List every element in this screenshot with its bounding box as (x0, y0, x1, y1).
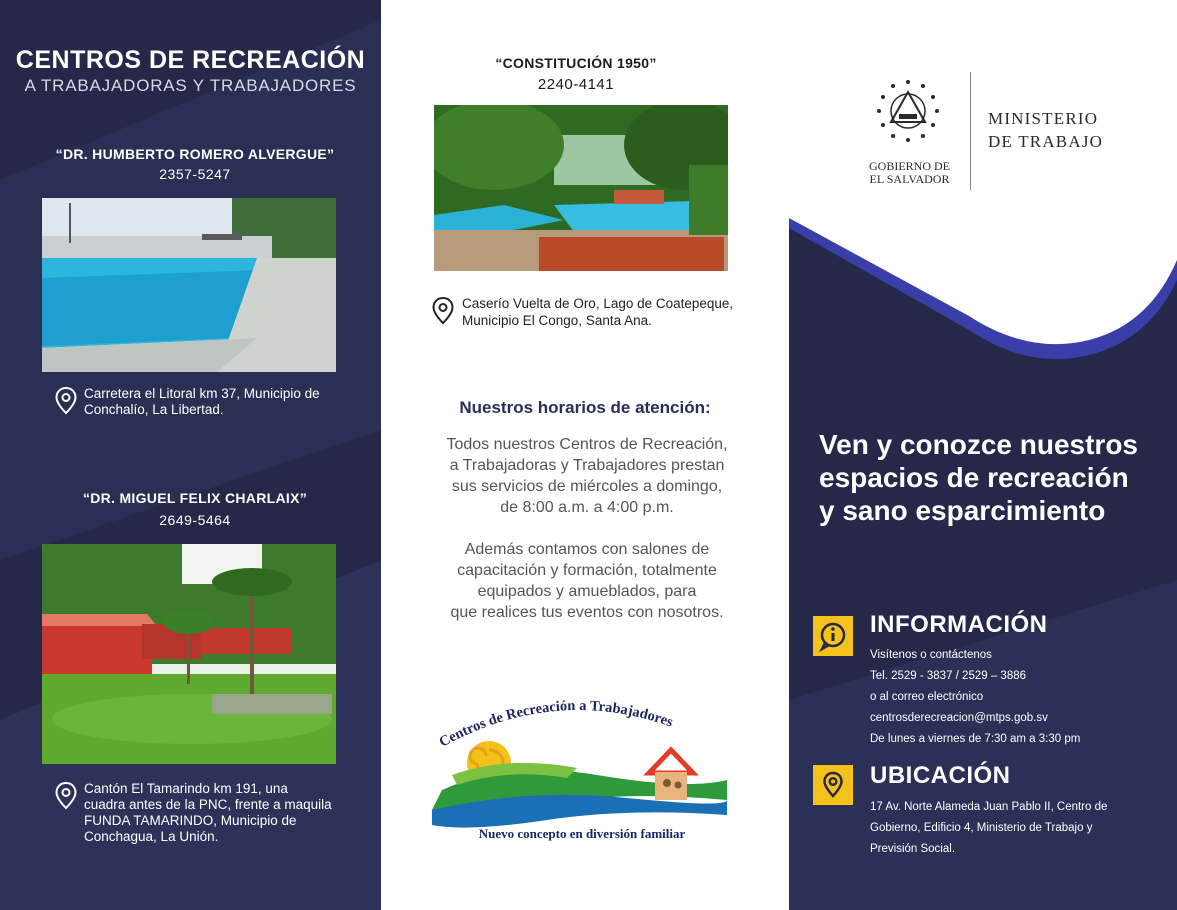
logo-tagline: Nuevo concepto en diversión familiar (478, 826, 686, 841)
center-phone: 2357-5247 (159, 166, 231, 182)
info-line: o al correo electrónico (870, 691, 984, 703)
cabins-photo (42, 544, 336, 764)
background-shapes (0, 0, 381, 910)
info-icon (813, 616, 853, 656)
brochure-subtitle: A TRABAJADORAS Y TRABAJADORES (24, 76, 357, 95)
tagline-line: espacios de recreación (819, 462, 1129, 493)
lake-pool-photo (434, 105, 728, 271)
location-pin-icon (55, 387, 77, 415)
address-line: Conchagua, La Unión. (84, 829, 219, 844)
text-line: equipados y amueblados, para (477, 583, 697, 600)
text-line: Todos nuestros Centros de Recreación, (446, 436, 728, 453)
text-line: capacitación y formación, totalmente (457, 562, 717, 579)
address-line: Carretera el Litoral km 37, Municipio de (84, 386, 320, 401)
address-line: Municipio El Congo, Santa Ana. (462, 313, 652, 328)
text-line: Además contamos con salones de (464, 541, 710, 558)
ministry-line: DE TRABAJO (988, 132, 1104, 151)
text-line: que realices tus eventos con nosotros. (450, 604, 724, 621)
info-title: INFORMACIÓN (870, 611, 1048, 638)
divider (970, 72, 971, 190)
middle-panel (381, 0, 789, 910)
info-line: Visítenos o contáctenos (870, 649, 992, 661)
logo-arc-text: Centros de Recreación a Trabajadores (436, 697, 676, 751)
center-name: “DR. MIGUEL FELIX CHARLAIX” (82, 490, 308, 506)
hours-paragraph (401, 434, 773, 518)
address-line: FUNDA TAMARINDO, Municipio de (84, 813, 297, 828)
text-line: a Trabajadoras y Trabajadores prestan (449, 457, 725, 474)
location-pin-icon (432, 297, 454, 325)
ministry-name (988, 107, 1103, 153)
gov-line: EL SALVADOR (869, 172, 950, 186)
coat-of-arms-icon (875, 78, 941, 144)
center-address (84, 386, 320, 418)
recreation-centers-logo (427, 680, 737, 850)
rooms-paragraph (401, 539, 773, 623)
text-line: de 8:00 a.m. a 4:00 p.m. (500, 499, 674, 516)
text-line: sus servicios de miércoles a domingo, (451, 478, 723, 495)
address-line: Conchalío, La Libertad. (84, 402, 224, 417)
government-label (867, 160, 952, 186)
location-pin-icon (55, 782, 77, 810)
center-address (462, 295, 733, 329)
location-icon (813, 765, 853, 805)
pool-photo (42, 198, 336, 372)
tagline (819, 428, 1169, 527)
tagline-line: Ven y conozce nuestros (819, 429, 1138, 460)
gov-line: GOBIERNO DE (869, 159, 950, 173)
center-name: “DR. HUMBERTO ROMERO ALVERGUE” (55, 146, 335, 162)
left-panel (0, 0, 381, 910)
center-name: “CONSTITUCIÓN 1950” (495, 55, 657, 71)
address-line: Cantón El Tamarindo km 191, una (84, 781, 288, 796)
info-email: centrosderecreacion@mtps.gob.sv (870, 712, 1048, 724)
center-phone: 2649-5464 (159, 512, 231, 528)
ministry-line: MINISTERIO (988, 109, 1099, 128)
hours-title: Nuestros horarios de atención: (459, 398, 711, 417)
center-address (84, 781, 332, 845)
brochure-title: CENTROS DE RECREACIÓN (15, 46, 366, 74)
tagline-line: y sano esparcimiento (819, 495, 1106, 526)
info-phone: Tel. 2529 - 3837 / 2529 – 3886 (870, 670, 1027, 682)
address-line: Caserío Vuelta de Oro, Lago de Coatepeque, (462, 296, 734, 311)
right-panel (789, 0, 1177, 910)
location-title: UBICACIÓN (870, 762, 1011, 789)
center-phone: 2240-4141 (537, 76, 615, 93)
location-address: 17 Av. Norte Alameda Juan Pablo II, Centro de Gobierno, Edificio 4, Ministerio de Trabajo y Previsión Social. (870, 801, 1108, 855)
info-hours: De lunes a viernes de 7:30 am a 3:30 pm (870, 733, 1081, 745)
address-line: cuadra antes de la PNC, frente a maquila (84, 797, 332, 812)
